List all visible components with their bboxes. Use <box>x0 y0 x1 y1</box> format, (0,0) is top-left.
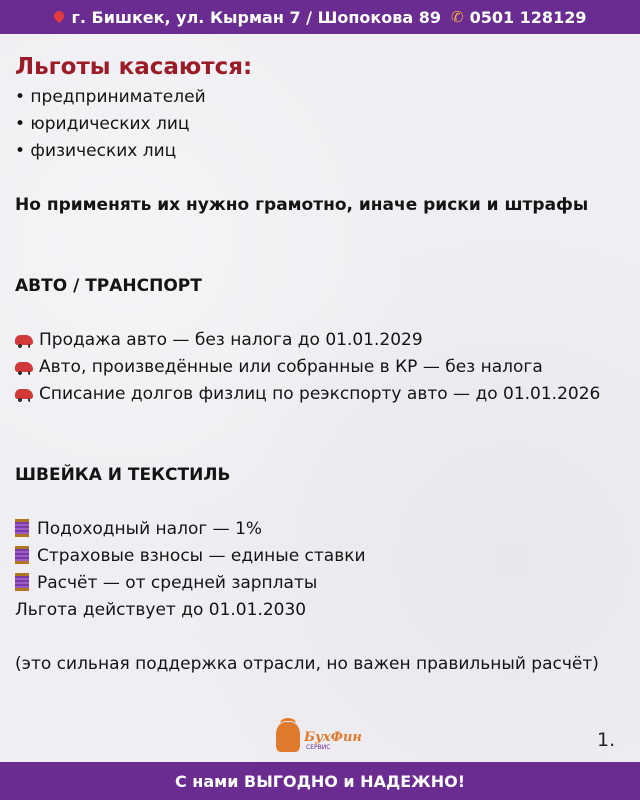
goat-logo-icon <box>276 722 300 752</box>
validity-text: Льгота действует до 01.01.2030 <box>15 600 307 620</box>
logo-subtitle: СЕРВИС <box>306 744 331 751</box>
list-item-label: Страховые взносы — единые ставки <box>37 546 366 566</box>
main-content <box>15 52 630 678</box>
page-number: 1. <box>597 729 616 751</box>
list-item <box>15 354 630 381</box>
footer-banner <box>0 762 640 800</box>
car-icon <box>15 335 33 345</box>
brand-logo <box>276 722 362 752</box>
car-icon <box>15 362 33 372</box>
textile-section-title: ШВЕЙКА И ТЕКСТИЛЬ <box>15 465 231 485</box>
top-contact-bar <box>0 0 640 34</box>
list-item <box>15 327 630 354</box>
footer-slogan: С нами ВЫГОДНО и НАДЕЖНО! <box>174 771 465 791</box>
benefits-title: Льготы касаются: <box>15 54 253 80</box>
map-pin-icon <box>51 9 65 23</box>
car-icon <box>15 389 33 399</box>
thread-spool-icon <box>15 573 29 591</box>
auto-section-title: АВТО / ТРАНСПОРТ <box>15 276 202 296</box>
list-item: • юридических лиц <box>15 114 190 134</box>
list-item <box>15 381 630 408</box>
list-item-label: Подоходный налог — 1% <box>37 519 263 539</box>
list-item <box>15 516 630 543</box>
note-text: (это сильная поддержка отрасли, но важен правильный расчёт) <box>15 654 599 674</box>
list-item-label: Продажа авто — без налога до 01.01.2029 <box>39 330 423 350</box>
thread-spool-icon <box>15 546 29 564</box>
list-item <box>15 570 630 597</box>
list-item-label: Списание долгов физлиц по реэкспорту авто — до 01.01.2026 <box>39 384 601 404</box>
phone-icon: ✆ <box>450 8 464 26</box>
list-item <box>15 543 630 570</box>
address-text: г. Бишкек, ул. Кырман 7 / Шопокова 89 <box>71 7 441 27</box>
logo-name: БухФин <box>304 729 362 745</box>
thread-spool-icon <box>15 519 29 537</box>
list-item: • предпринимателей <box>15 87 206 107</box>
list-item-label: Расчёт — от средней зарплаты <box>37 573 318 593</box>
phone-text: 0501 128129 <box>469 7 587 27</box>
warning-text: Но применять их нужно грамотно, иначе риски и штрафы <box>15 195 589 215</box>
list-item: • физических лиц <box>15 141 177 161</box>
list-item-label: Авто, произведённые или собранные в КР — без налога <box>39 357 543 377</box>
